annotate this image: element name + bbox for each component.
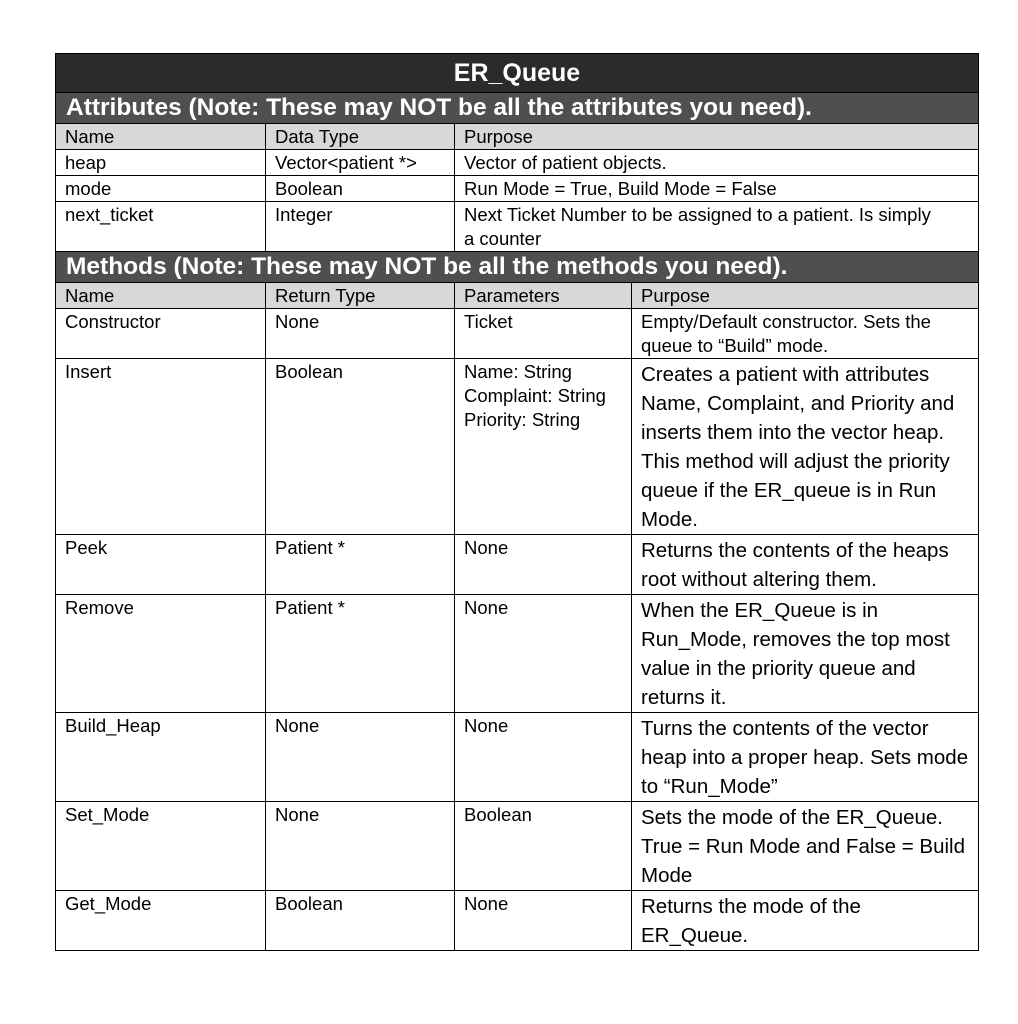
table-title: ER_Queue	[56, 54, 979, 93]
method-parameters	[455, 713, 632, 802]
method-parameters	[455, 802, 632, 891]
method-purpose: Creates a patient with attributes Name, Complaint, and Priority and inserts them into the vector heap. This method will adjust the priority queue if the ER_queue is in Run Mode.	[632, 359, 979, 535]
method-purpose: Sets the mode of the ER_Queue. True = Run Mode and False = Build Mode	[632, 802, 979, 891]
parameter: None	[464, 715, 509, 736]
attr-type: Boolean	[266, 176, 455, 202]
method-col-name: Name	[56, 283, 266, 309]
attribute-row	[56, 176, 979, 202]
method-return-type: None	[266, 309, 455, 359]
method-row	[56, 802, 979, 891]
method-name: Set_Mode	[56, 802, 266, 891]
method-row	[56, 309, 979, 359]
attr-col-type: Data Type	[266, 124, 455, 150]
method-parameters	[455, 595, 632, 713]
method-row	[56, 713, 979, 802]
method-col-params: Parameters	[455, 283, 632, 309]
attr-name: heap	[56, 150, 266, 176]
method-col-return: Return Type	[266, 283, 455, 309]
attr-type: Integer	[266, 202, 455, 252]
method-return-type: Boolean	[266, 359, 455, 535]
methods-header-row	[56, 283, 979, 309]
method-col-purpose: Purpose	[632, 283, 979, 309]
method-return-type: None	[266, 802, 455, 891]
method-row	[56, 891, 979, 951]
parameter: None	[464, 597, 509, 618]
attr-purpose: Next Ticket Number to be assigned to a patient. Is simply a counter	[455, 202, 979, 252]
attributes-header-row	[56, 124, 979, 150]
method-name: Peek	[56, 535, 266, 595]
attr-purpose: Vector of patient objects.	[455, 150, 979, 176]
attr-type: Vector<patient *>	[266, 150, 455, 176]
parameter: Priority: String	[464, 409, 581, 430]
attr-purpose: Run Mode = True, Build Mode = False	[455, 176, 979, 202]
method-parameters	[455, 891, 632, 951]
attr-name: next_ticket	[56, 202, 266, 252]
attr-name: mode	[56, 176, 266, 202]
method-row	[56, 595, 979, 713]
method-purpose: Turns the contents of the vector heap into a proper heap. Sets mode to “Run_Mode”	[632, 713, 979, 802]
method-name: Insert	[56, 359, 266, 535]
method-name: Get_Mode	[56, 891, 266, 951]
methods-section-header: Methods (Note: These may NOT be all the methods you need).	[56, 252, 979, 283]
method-purpose: Empty/Default constructor. Sets the queue to “Build” mode.	[632, 309, 979, 359]
method-row	[56, 535, 979, 595]
method-return-type: Patient *	[266, 595, 455, 713]
method-name: Constructor	[56, 309, 266, 359]
attribute-row	[56, 150, 979, 176]
parameter: Boolean	[464, 804, 532, 825]
attr-col-purpose: Purpose	[455, 124, 979, 150]
attributes-section-header: Attributes (Note: These may NOT be all the attributes you need).	[56, 93, 979, 124]
method-purpose: When the ER_Queue is in Run_Mode, removes the top most value in the priority queue and returns it.	[632, 595, 979, 713]
method-return-type: Boolean	[266, 891, 455, 951]
parameter: Name: String	[464, 361, 572, 382]
attr-col-name: Name	[56, 124, 266, 150]
attribute-row	[56, 202, 979, 252]
method-return-type: None	[266, 713, 455, 802]
parameter: Complaint: String	[464, 385, 606, 406]
method-name: Remove	[56, 595, 266, 713]
method-parameters	[455, 309, 632, 359]
method-parameters	[455, 535, 632, 595]
method-name: Build_Heap	[56, 713, 266, 802]
method-row	[56, 359, 979, 535]
method-parameters	[455, 359, 632, 535]
method-purpose: Returns the contents of the heaps root without altering them.	[632, 535, 979, 595]
parameter: None	[464, 893, 509, 914]
parameter: None	[464, 537, 509, 558]
method-return-type: Patient *	[266, 535, 455, 595]
spec-table	[55, 53, 979, 951]
parameter: Ticket	[464, 311, 513, 332]
method-purpose: Returns the mode of the ER_Queue.	[632, 891, 979, 951]
er-queue-spec	[55, 53, 978, 951]
